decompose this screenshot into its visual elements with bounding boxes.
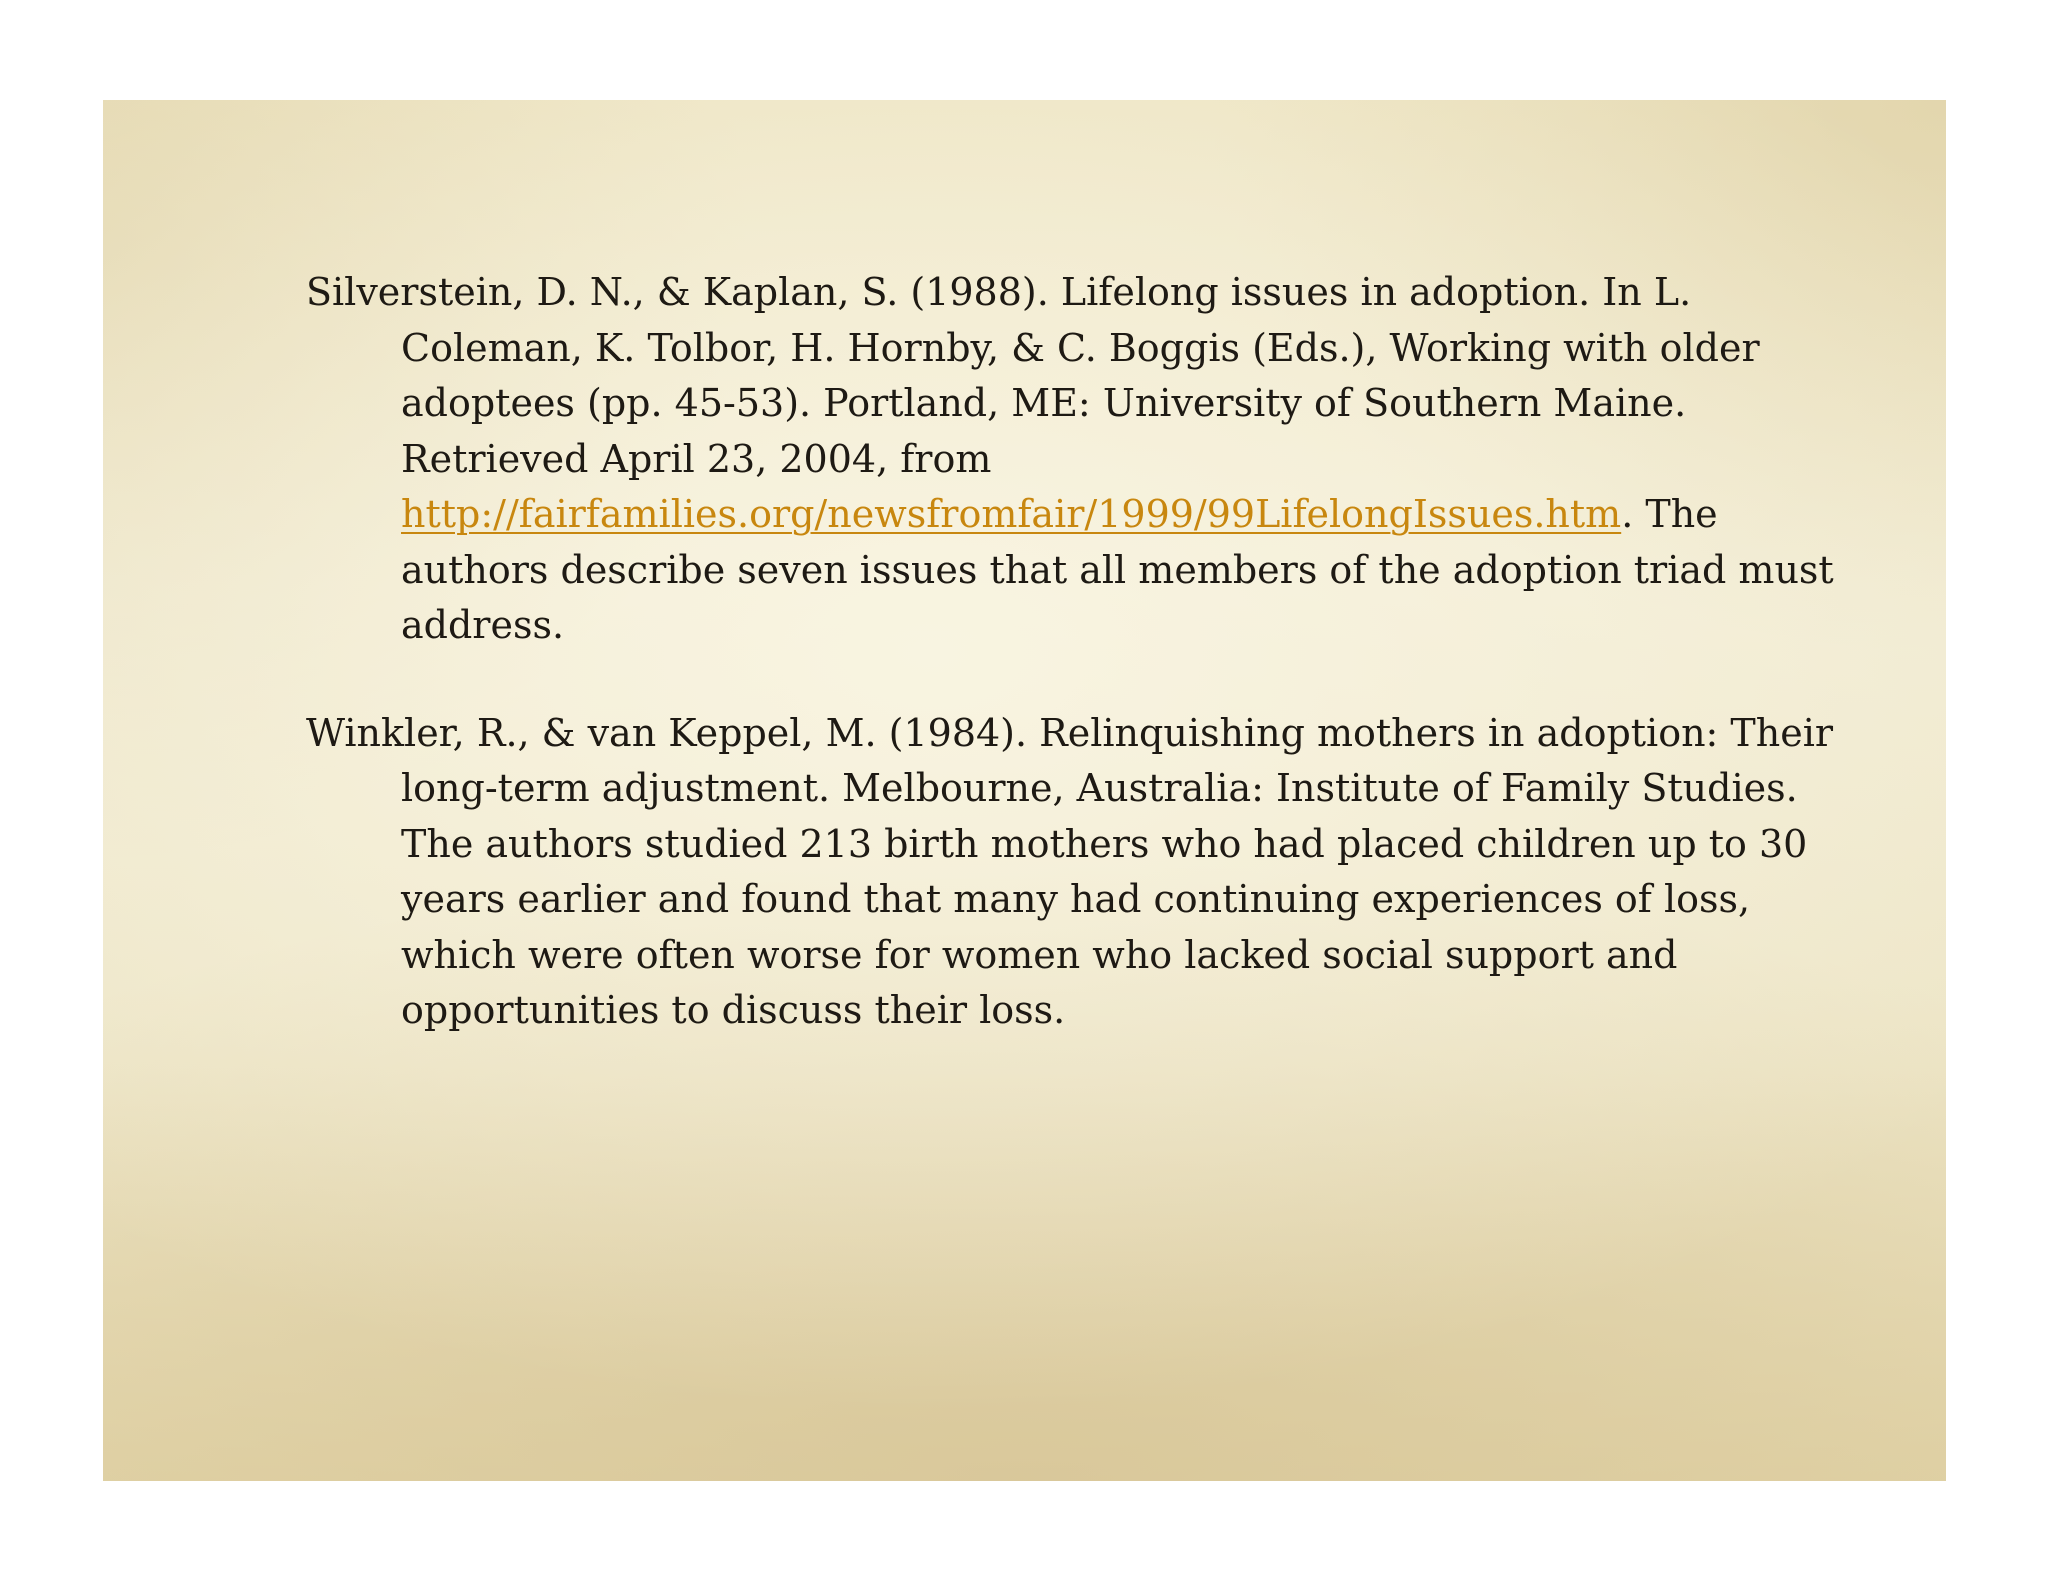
- reference-silverstein: [306, 265, 1866, 654]
- reference-link[interactable]: http://fairfamilies.org/newsfromfair/1999/99LifelongIssues.htm: [401, 492, 1622, 536]
- reference-annotation: . The authors describe seven issues that all members of the adoption triad must address.: [401, 492, 1834, 647]
- reference-citation: Winkler, R., & van Keppel, M. (1984). Relinquishing mothers in adoption: Their long-term adjustment. Melbourne, Australia: Institute of Family Studies. The authors studied 213 birth mothers who had placed children up to 30 years earlier and found that many had continuing experiences of loss, which were often worse for women who lacked social support and opportunities to discuss their loss.: [306, 710, 1834, 1032]
- reference-citation: Silverstein, D. N., & Kaplan, S. (1988). Lifelong issues in adoption. In L. Coleman, K. Tolbor, H. Hornby, & C. Boggis (Eds.), Working with older adoptees (pp. 45-53). Portland, ME: University of Southern Maine. Retrieved April 23, 2004, from: [306, 270, 1760, 481]
- reference-winkler: [306, 706, 1866, 1039]
- slide: [103, 100, 1946, 1481]
- reference-list: [306, 265, 1866, 1091]
